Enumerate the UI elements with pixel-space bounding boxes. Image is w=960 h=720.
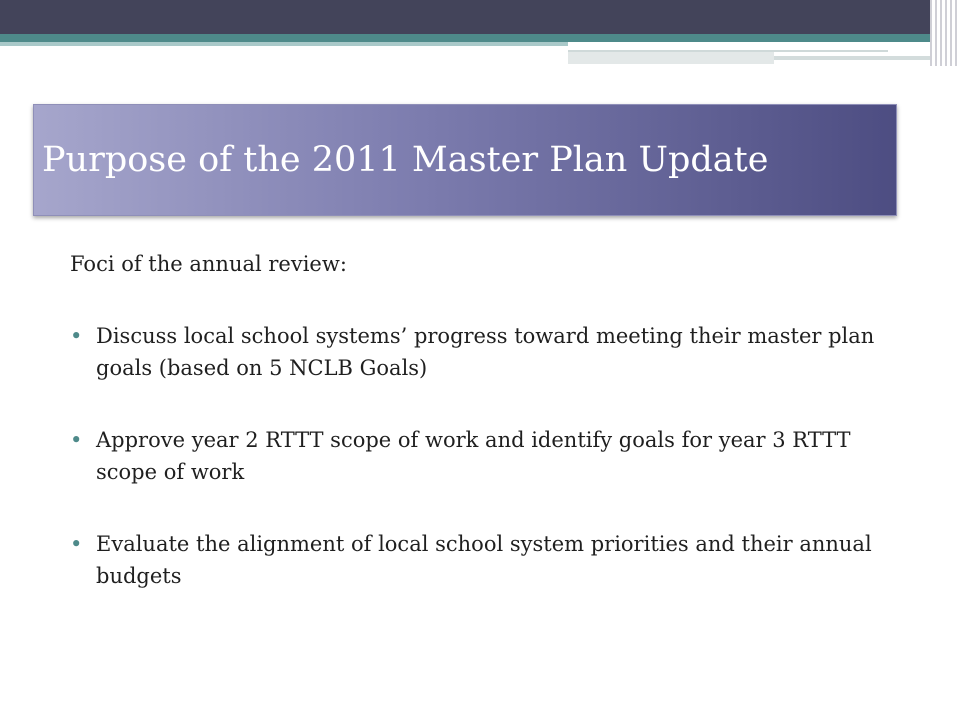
- title-bar: [33, 104, 897, 216]
- bullet-item: [70, 528, 900, 592]
- bullet-item: [70, 424, 900, 488]
- bullet-text: Discuss local school systems’ progress toward meeting their master plan goals (based on 5 NCLB Goals): [96, 324, 875, 380]
- bullet-icon: •: [70, 324, 83, 348]
- header-accent-line: [568, 52, 774, 64]
- corner-stripes-decoration: [930, 0, 960, 66]
- bullet-text: Evaluate the alignment of local school system priorities and their annual budgets: [96, 532, 872, 588]
- slide-title: Purpose of the 2011 Master Plan Update: [42, 140, 769, 180]
- header-accent-line: [568, 42, 888, 52]
- bullet-icon: •: [70, 428, 83, 452]
- bullet-text: Approve year 2 RTTT scope of work and identify goals for year 3 RTTT scope of work: [96, 428, 851, 484]
- header-band-teal: [0, 34, 960, 42]
- bullet-item: [70, 320, 900, 384]
- bullet-icon: •: [70, 532, 83, 556]
- header-band-teal-light: [0, 42, 568, 46]
- intro-text: Foci of the annual review:: [70, 252, 347, 276]
- header-band-dark: [0, 0, 960, 34]
- slide-body: [70, 248, 900, 632]
